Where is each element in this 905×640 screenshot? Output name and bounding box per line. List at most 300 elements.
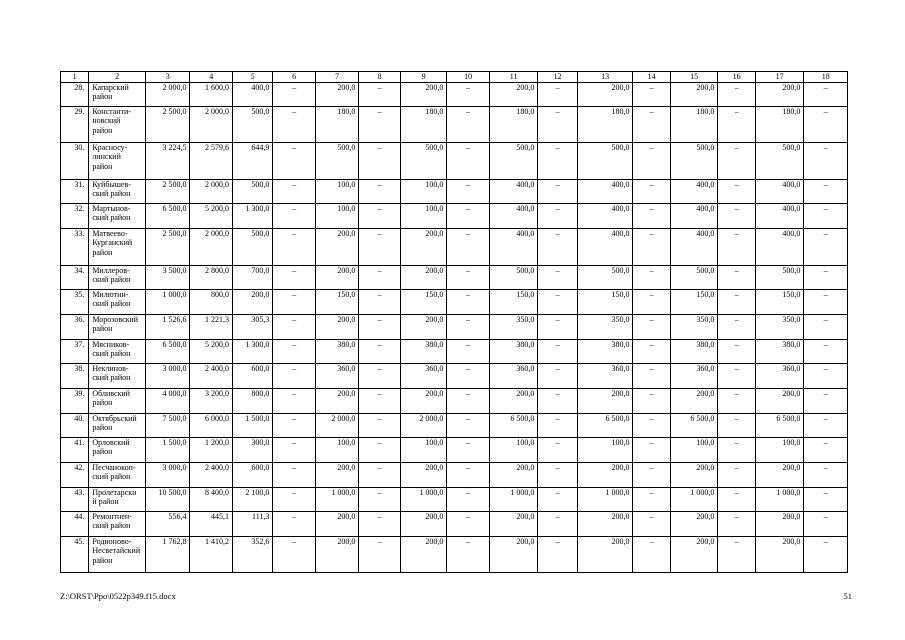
value-cell: 360,0 [670, 364, 718, 389]
value-cell: 2 400,0 [190, 364, 232, 389]
dash-cell: – [718, 414, 755, 438]
row-number-cell: 29. [61, 107, 89, 143]
value-cell: 200,0 [315, 83, 358, 107]
dash-cell: – [538, 512, 577, 537]
value-cell: 500,0 [315, 143, 358, 180]
value-cell: 100,0 [577, 438, 633, 463]
value-cell: 100,0 [315, 180, 358, 204]
value-cell: 200,0 [400, 229, 447, 266]
value-cell: 644,9 [232, 143, 272, 180]
dash-cell: – [359, 204, 400, 229]
column-number-cell: 2 [89, 72, 146, 83]
value-cell: 500,0 [670, 143, 718, 180]
dash-cell: – [447, 266, 489, 290]
dash-cell: – [447, 107, 489, 143]
column-number-cell: 11 [489, 72, 538, 83]
value-cell: 100,0 [315, 438, 358, 463]
row-number-cell: 31. [61, 180, 89, 204]
table-row [61, 107, 848, 143]
value-cell: 150,0 [489, 290, 538, 315]
value-cell: 200,0 [400, 512, 447, 537]
value-cell: 400,0 [489, 229, 538, 266]
table-row [61, 143, 848, 180]
dash-cell: – [538, 83, 577, 107]
value-cell: 400,0 [755, 204, 804, 229]
value-cell: 1 221,3 [190, 315, 232, 340]
value-cell: 400,0 [577, 229, 633, 266]
dash-cell: – [718, 143, 755, 180]
table-row [61, 512, 848, 537]
dash-cell: – [447, 340, 489, 364]
value-cell: 180,0 [670, 107, 718, 143]
value-cell: 7 500,0 [145, 414, 190, 438]
dash-cell: – [804, 389, 848, 414]
value-cell: 380,0 [400, 340, 447, 364]
value-cell: 100,0 [755, 438, 804, 463]
dash-cell: – [359, 266, 400, 290]
table-row [61, 83, 848, 107]
value-cell: 5 200,0 [190, 204, 232, 229]
dash-cell: – [633, 414, 670, 438]
value-cell: 2 000,0 [400, 414, 447, 438]
dash-cell: – [804, 290, 848, 315]
value-cell: 3 224,5 [145, 143, 190, 180]
dash-cell: – [538, 463, 577, 488]
value-cell: 180,0 [489, 107, 538, 143]
table-row [61, 488, 848, 512]
value-cell: 150,0 [755, 290, 804, 315]
dash-cell: – [538, 389, 577, 414]
dash-cell: – [538, 266, 577, 290]
dash-cell: – [273, 266, 315, 290]
column-number-cell: 1 [61, 72, 89, 83]
dash-cell: – [718, 83, 755, 107]
value-cell: 400,0 [489, 204, 538, 229]
table-row [61, 180, 848, 204]
value-cell: 500,0 [400, 143, 447, 180]
dash-cell: – [447, 315, 489, 340]
table-row [61, 414, 848, 438]
value-cell: 350,0 [755, 315, 804, 340]
value-cell: 200,0 [577, 389, 633, 414]
dash-cell: – [359, 83, 400, 107]
dash-cell: – [447, 389, 489, 414]
dash-cell: – [633, 266, 670, 290]
row-number-cell: 30. [61, 143, 89, 180]
value-cell: 400,0 [577, 204, 633, 229]
dash-cell: – [718, 389, 755, 414]
dash-cell: – [447, 83, 489, 107]
dash-cell: – [633, 107, 670, 143]
dash-cell: – [718, 266, 755, 290]
value-cell: 180,0 [755, 107, 804, 143]
value-cell: 300,0 [232, 438, 272, 463]
dash-cell: – [718, 290, 755, 315]
dash-cell: – [633, 229, 670, 266]
dash-cell: – [538, 340, 577, 364]
value-cell: 200,0 [577, 512, 633, 537]
value-cell: 1 200,0 [190, 438, 232, 463]
dash-cell: – [447, 290, 489, 315]
value-cell: 8 400,0 [190, 488, 232, 512]
value-cell: 400,0 [755, 180, 804, 204]
column-number-cell: 7 [315, 72, 358, 83]
value-cell: 380,0 [755, 340, 804, 364]
value-cell: 200,0 [315, 389, 358, 414]
value-cell: 2 400,0 [190, 463, 232, 488]
column-number-cell: 6 [273, 72, 315, 83]
value-cell: 380,0 [315, 340, 358, 364]
dash-cell: – [538, 488, 577, 512]
value-cell: 2 579,6 [190, 143, 232, 180]
value-cell: 305,3 [232, 315, 272, 340]
dash-cell: – [447, 488, 489, 512]
value-cell: 200,0 [755, 389, 804, 414]
value-cell: 2 100,0 [232, 488, 272, 512]
dash-cell: – [538, 438, 577, 463]
value-cell: 200,0 [315, 315, 358, 340]
value-cell: 1 500,0 [145, 438, 190, 463]
dash-cell: – [447, 204, 489, 229]
district-name-cell: Мясников- ский район [89, 340, 146, 364]
row-number-cell: 44. [61, 512, 89, 537]
dash-cell: – [273, 463, 315, 488]
district-name-cell: Песчанокоп- ский район [89, 463, 146, 488]
page-number: 51 [843, 591, 852, 601]
table-row [61, 463, 848, 488]
budget-table [60, 71, 848, 573]
district-name-cell: Пролетарски й район [89, 488, 146, 512]
district-name-cell: Капарский район [89, 83, 146, 107]
dash-cell: – [273, 315, 315, 340]
dash-cell: – [633, 83, 670, 107]
value-cell: 500,0 [489, 143, 538, 180]
value-cell: 200,0 [315, 537, 358, 573]
table-row [61, 364, 848, 389]
row-number-cell: 35. [61, 290, 89, 315]
value-cell: 500,0 [232, 229, 272, 266]
district-name-cell: Красносу- линский район [89, 143, 146, 180]
dash-cell: – [718, 180, 755, 204]
dash-cell: – [538, 143, 577, 180]
district-name-cell: Орловский район [89, 438, 146, 463]
dash-cell: – [359, 537, 400, 573]
value-cell: 200,0 [489, 512, 538, 537]
column-number-cell: 12 [538, 72, 577, 83]
value-cell: 200,0 [670, 389, 718, 414]
dash-cell: – [804, 143, 848, 180]
value-cell: 360,0 [755, 364, 804, 389]
dash-cell: – [804, 315, 848, 340]
dash-cell: – [447, 143, 489, 180]
column-number-cell: 4 [190, 72, 232, 83]
value-cell: 2 500,0 [145, 107, 190, 143]
value-cell: 1 000,0 [145, 290, 190, 315]
dash-cell: – [804, 364, 848, 389]
value-cell: 800,0 [232, 389, 272, 414]
value-cell: 200,0 [670, 537, 718, 573]
dash-cell: – [633, 180, 670, 204]
value-cell: 400,0 [670, 180, 718, 204]
dash-cell: – [359, 414, 400, 438]
value-cell: 2 000,0 [145, 83, 190, 107]
value-cell: 200,0 [489, 463, 538, 488]
value-cell: 150,0 [577, 290, 633, 315]
dash-cell: – [804, 204, 848, 229]
dash-cell: – [718, 204, 755, 229]
table-row [61, 537, 848, 573]
value-cell: 2 000,0 [315, 414, 358, 438]
dash-cell: – [718, 364, 755, 389]
value-cell: 200,0 [577, 463, 633, 488]
table-row [61, 389, 848, 414]
dash-cell: – [359, 463, 400, 488]
dash-cell: – [804, 180, 848, 204]
dash-cell: – [633, 364, 670, 389]
dash-cell: – [718, 512, 755, 537]
dash-cell: – [538, 290, 577, 315]
value-cell: 600,0 [232, 364, 272, 389]
value-cell: 200,0 [577, 537, 633, 573]
table-row [61, 266, 848, 290]
dash-cell: – [804, 537, 848, 573]
value-cell: 6 500,0 [755, 414, 804, 438]
value-cell: 200,0 [400, 389, 447, 414]
value-cell: 3 000,0 [145, 364, 190, 389]
dash-cell: – [273, 389, 315, 414]
district-name-cell: Родионово- Несветайский район [89, 537, 146, 573]
value-cell: 500,0 [232, 107, 272, 143]
dash-cell: – [273, 340, 315, 364]
value-cell: 200,0 [315, 463, 358, 488]
dash-cell: – [447, 180, 489, 204]
row-number-cell: 38. [61, 364, 89, 389]
dash-cell: – [359, 488, 400, 512]
value-cell: 180,0 [315, 107, 358, 143]
dash-cell: – [633, 512, 670, 537]
value-cell: 400,0 [232, 83, 272, 107]
row-number-cell: 39. [61, 389, 89, 414]
district-name-cell: Матвеево- Курганский район [89, 229, 146, 266]
dash-cell: – [359, 290, 400, 315]
dash-cell: – [718, 340, 755, 364]
value-cell: 2 000,0 [190, 107, 232, 143]
value-cell: 200,0 [755, 537, 804, 573]
value-cell: 1 600,0 [190, 83, 232, 107]
value-cell: 800,0 [190, 290, 232, 315]
table-row [61, 315, 848, 340]
column-number-cell: 16 [718, 72, 755, 83]
value-cell: 200,0 [315, 266, 358, 290]
value-cell: 2 500,0 [145, 229, 190, 266]
dash-cell: – [718, 107, 755, 143]
dash-cell: – [273, 537, 315, 573]
value-cell: 350,0 [577, 315, 633, 340]
table-row [61, 340, 848, 364]
dash-cell: – [538, 107, 577, 143]
dash-cell: – [359, 389, 400, 414]
value-cell: 360,0 [400, 364, 447, 389]
value-cell: 200,0 [755, 83, 804, 107]
dash-cell: – [633, 143, 670, 180]
value-cell: 200,0 [232, 290, 272, 315]
value-cell: 1 300,0 [232, 340, 272, 364]
value-cell: 1 000,0 [315, 488, 358, 512]
column-number-cell: 3 [145, 72, 190, 83]
value-cell: 500,0 [755, 143, 804, 180]
value-cell: 200,0 [755, 463, 804, 488]
dash-cell: – [538, 414, 577, 438]
value-cell: 4 000,0 [145, 389, 190, 414]
dash-cell: – [273, 512, 315, 537]
dash-cell: – [804, 414, 848, 438]
value-cell: 500,0 [755, 266, 804, 290]
dash-cell: – [273, 364, 315, 389]
dash-cell: – [273, 180, 315, 204]
value-cell: 1 000,0 [577, 488, 633, 512]
column-number-cell: 18 [804, 72, 848, 83]
dash-cell: – [447, 229, 489, 266]
dash-cell: – [273, 414, 315, 438]
value-cell: 3 200,0 [190, 389, 232, 414]
row-number-cell: 45. [61, 537, 89, 573]
dash-cell: – [804, 512, 848, 537]
value-cell: 200,0 [400, 537, 447, 573]
dash-cell: – [359, 438, 400, 463]
dash-cell: – [718, 229, 755, 266]
column-number-cell: 9 [400, 72, 447, 83]
dash-cell: – [538, 364, 577, 389]
dash-cell: – [273, 143, 315, 180]
district-name-cell: Константи- новский район [89, 107, 146, 143]
value-cell: 1 526,6 [145, 315, 190, 340]
dash-cell: – [804, 463, 848, 488]
dash-cell: – [359, 512, 400, 537]
value-cell: 100,0 [315, 204, 358, 229]
value-cell: 1 762,8 [145, 537, 190, 573]
value-cell: 6 500,0 [489, 414, 538, 438]
dash-cell: – [359, 143, 400, 180]
district-name-cell: Мартынов- ский район [89, 204, 146, 229]
dash-cell: – [273, 204, 315, 229]
value-cell: 380,0 [577, 340, 633, 364]
column-number-cell: 10 [447, 72, 489, 83]
district-name-cell: Милютин- ский район [89, 290, 146, 315]
value-cell: 200,0 [489, 83, 538, 107]
value-cell: 200,0 [400, 463, 447, 488]
dash-cell: – [804, 229, 848, 266]
dash-cell: – [718, 488, 755, 512]
dash-cell: – [633, 438, 670, 463]
value-cell: 360,0 [489, 364, 538, 389]
value-cell: 360,0 [315, 364, 358, 389]
dash-cell: – [804, 488, 848, 512]
dash-cell: – [359, 180, 400, 204]
value-cell: 200,0 [400, 83, 447, 107]
value-cell: 350,0 [670, 315, 718, 340]
table-body [61, 72, 848, 573]
value-cell: 500,0 [577, 266, 633, 290]
district-name-cell: Куйбышев- ский район [89, 180, 146, 204]
dash-cell: – [633, 340, 670, 364]
district-name-cell: Обливский район [89, 389, 146, 414]
dash-cell: – [538, 204, 577, 229]
district-name-cell: Морозовский район [89, 315, 146, 340]
value-cell: 1 000,0 [400, 488, 447, 512]
dash-cell: – [633, 389, 670, 414]
dash-cell: – [718, 315, 755, 340]
dash-cell: – [273, 107, 315, 143]
dash-cell: – [718, 537, 755, 573]
value-cell: 2 000,0 [190, 229, 232, 266]
value-cell: 6 500,0 [145, 204, 190, 229]
value-cell: 600,0 [232, 463, 272, 488]
dash-cell: – [447, 463, 489, 488]
dash-cell: – [538, 537, 577, 573]
value-cell: 200,0 [670, 512, 718, 537]
value-cell: 200,0 [315, 512, 358, 537]
value-cell: 200,0 [577, 83, 633, 107]
value-cell: 150,0 [315, 290, 358, 315]
value-cell: 100,0 [670, 438, 718, 463]
value-cell: 1 410,2 [190, 537, 232, 573]
value-cell: 200,0 [400, 266, 447, 290]
dash-cell: – [359, 364, 400, 389]
value-cell: 500,0 [670, 266, 718, 290]
dash-cell: – [273, 290, 315, 315]
column-number-row [61, 72, 848, 83]
dash-cell: – [804, 107, 848, 143]
district-name-cell: Октябрьский район [89, 414, 146, 438]
dash-cell: – [447, 537, 489, 573]
dash-cell: – [359, 107, 400, 143]
row-number-cell: 32. [61, 204, 89, 229]
value-cell: 200,0 [400, 315, 447, 340]
table-row [61, 229, 848, 266]
value-cell: 100,0 [400, 438, 447, 463]
dash-cell: – [273, 83, 315, 107]
value-cell: 6 500,0 [577, 414, 633, 438]
row-number-cell: 37. [61, 340, 89, 364]
value-cell: 10 500,0 [145, 488, 190, 512]
dash-cell: – [538, 180, 577, 204]
value-cell: 350,0 [489, 315, 538, 340]
value-cell: 380,0 [489, 340, 538, 364]
table-row [61, 290, 848, 315]
value-cell: 150,0 [400, 290, 447, 315]
dash-cell: – [804, 266, 848, 290]
value-cell: 500,0 [577, 143, 633, 180]
dash-cell: – [273, 229, 315, 266]
value-cell: 1 000,0 [670, 488, 718, 512]
value-cell: 500,0 [232, 180, 272, 204]
dash-cell: – [538, 315, 577, 340]
dash-cell: – [718, 463, 755, 488]
value-cell: 380,0 [670, 340, 718, 364]
dash-cell: – [804, 83, 848, 107]
value-cell: 2 800,0 [190, 266, 232, 290]
value-cell: 200,0 [670, 463, 718, 488]
value-cell: 6 500,0 [670, 414, 718, 438]
dash-cell: – [804, 340, 848, 364]
column-number-cell: 17 [755, 72, 804, 83]
value-cell: 400,0 [577, 180, 633, 204]
dash-cell: – [447, 414, 489, 438]
row-number-cell: 43. [61, 488, 89, 512]
dash-cell: – [633, 204, 670, 229]
value-cell: 200,0 [670, 83, 718, 107]
table-row [61, 204, 848, 229]
